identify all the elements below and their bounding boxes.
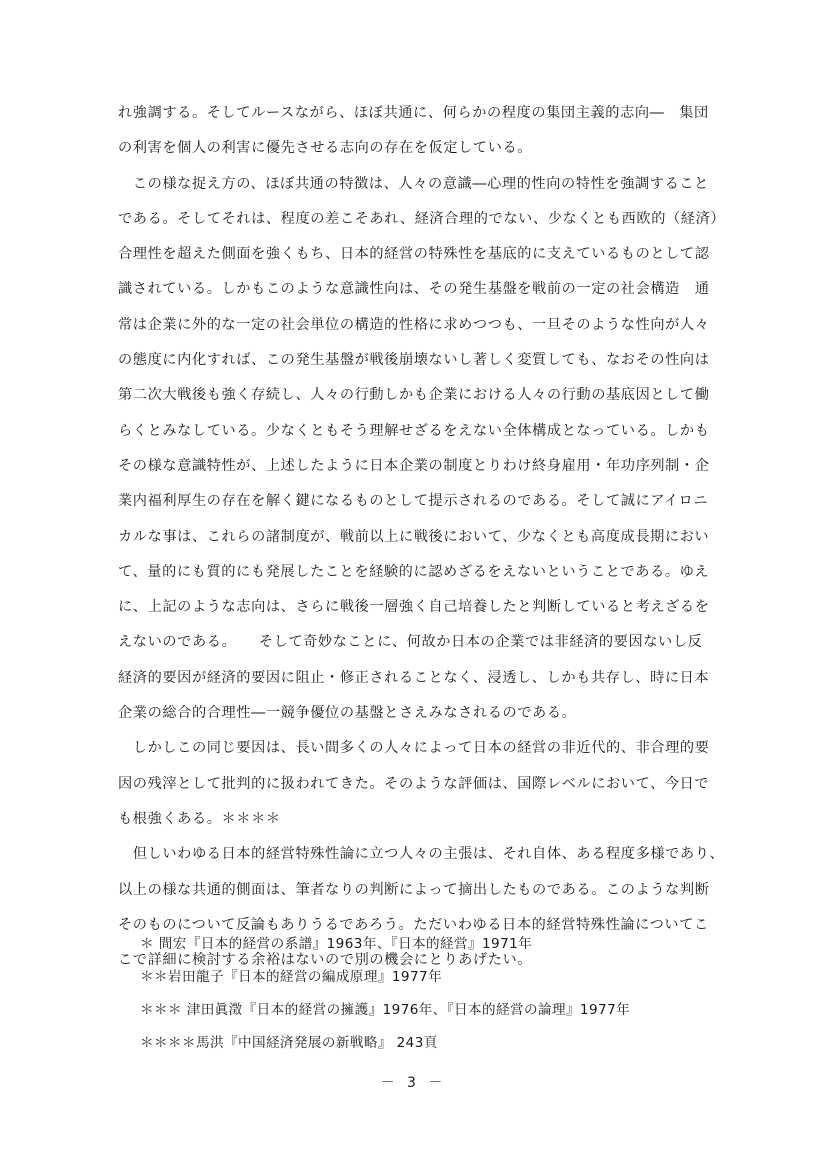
footnote: ＊ 間宏『日本的経営の系譜』1963年、『日本的経営』1971年	[140, 936, 533, 952]
text-line: 常は企業に外的な一定の社会単位の構造的性格に求めつつも、一旦そのような性向が人々	[118, 316, 710, 333]
text-line: も根強くある。＊＊＊＊	[118, 810, 281, 827]
text-line: れ強調する。そしてルースながら、ほぼ共通に、何らかの程度の集団主義的志向― 集団	[118, 105, 709, 121]
text-line: 第二次大戦後も強く存続し、人々の行動しかも企業における人々の行動の基底因として働	[118, 387, 710, 404]
text-line: の態度に内化すれば、この発生基盤が戦後崩壊ないし著しく変質しても、なおその性向は	[118, 352, 710, 369]
text-line: しかしこの同じ要因は、長い間多くの人々によって日本の経営の非近代的、非合理的要	[118, 740, 710, 757]
text-line: 合理性を超えた側面を強くもち、日本的経営の特殊性を基底的に支えているものとして認	[118, 246, 710, 263]
text-line: 識されている。しかもこのような意識性向は、その発生基盤を戦前の一定の社会構造 通	[118, 281, 710, 298]
footnote: ＊＊＊ 津田眞澂『日本的経営の擁護』1976年、『日本的経営の論理』1977年	[140, 1002, 631, 1018]
footnote: ＊＊＊＊馬洪『中国経済発展の新戦略』 243頁	[140, 1035, 438, 1051]
text-line: て、量的にも質的にも発展したことを経験的に認めざるをえないということである。ゆえ	[118, 563, 710, 580]
text-line: 経済的要因が経済的要因に阻止・修正されることなく、浸透し、しかも共存し、時に日本	[118, 669, 710, 686]
text-line: に、上記のような志向は、さらに戦後一層強く自己培養したと判断していると考えざるを	[118, 599, 710, 616]
text-line: 因の残滓として批判的に扱われてきた。そのような評価は、国際レベルにおいて、今日で	[118, 775, 710, 792]
text-line: らくとみなしている。少なくともそう理解せざるをえない全体構成となっている。しかも	[118, 422, 710, 439]
footnote: ＊＊岩田龍子『日本的経営の編成原理』1977年	[140, 969, 443, 985]
text-line: えないのである。 そして奇妙なことに、何故か日本の企業では非経済的要因ないし反	[118, 634, 703, 651]
text-line: この様な捉え方の、ほぼ共通の特徴は、人々の意識―心理的性向の特性を強調すること	[118, 175, 709, 192]
body-text	[118, 96, 730, 978]
text-line: カルな事は、これらの諸制度が、戦前以上に戦後において、少なくとも高度成長期におい	[118, 528, 710, 545]
text-line: 以上の様な共通的側面は、筆者なりの判断によって摘出したものである。このような判断	[118, 881, 710, 898]
text-line: こで詳細に検討する余裕はないので別の機会にとりあげたい。	[118, 952, 533, 969]
text-line: その様な意識特性が、上述したように日本企業の制度とりわけ終身雇用・年功序列制・企	[118, 457, 710, 474]
text-line: 企業の総合的合理性―一競争優位の基盤とさえみなされるのである。	[118, 705, 577, 722]
text-line: 業内福利厚生の存在を解く鍵になるものとして提示されるのである。そして誠にアイロニ	[118, 493, 709, 510]
page-number: － 3 －	[380, 1075, 447, 1091]
text-line: の利害を個人の利害に優先させる志向の存在を仮定している。	[118, 140, 533, 157]
footnotes	[140, 928, 700, 1060]
text-line: 但しいわゆる日本的経営特殊性論に立つ人々の主張は、それ自体、ある程度多様であり、	[118, 846, 725, 863]
text-line: である。そしてそれは、程度の差こそあれ、経済合理的でない、少なくとも西欧的（経済）	[118, 210, 726, 227]
text-line: そのものについて反論もありうるであろう。ただいわゆる日本的経営特殊性論についてこ	[118, 916, 709, 933]
